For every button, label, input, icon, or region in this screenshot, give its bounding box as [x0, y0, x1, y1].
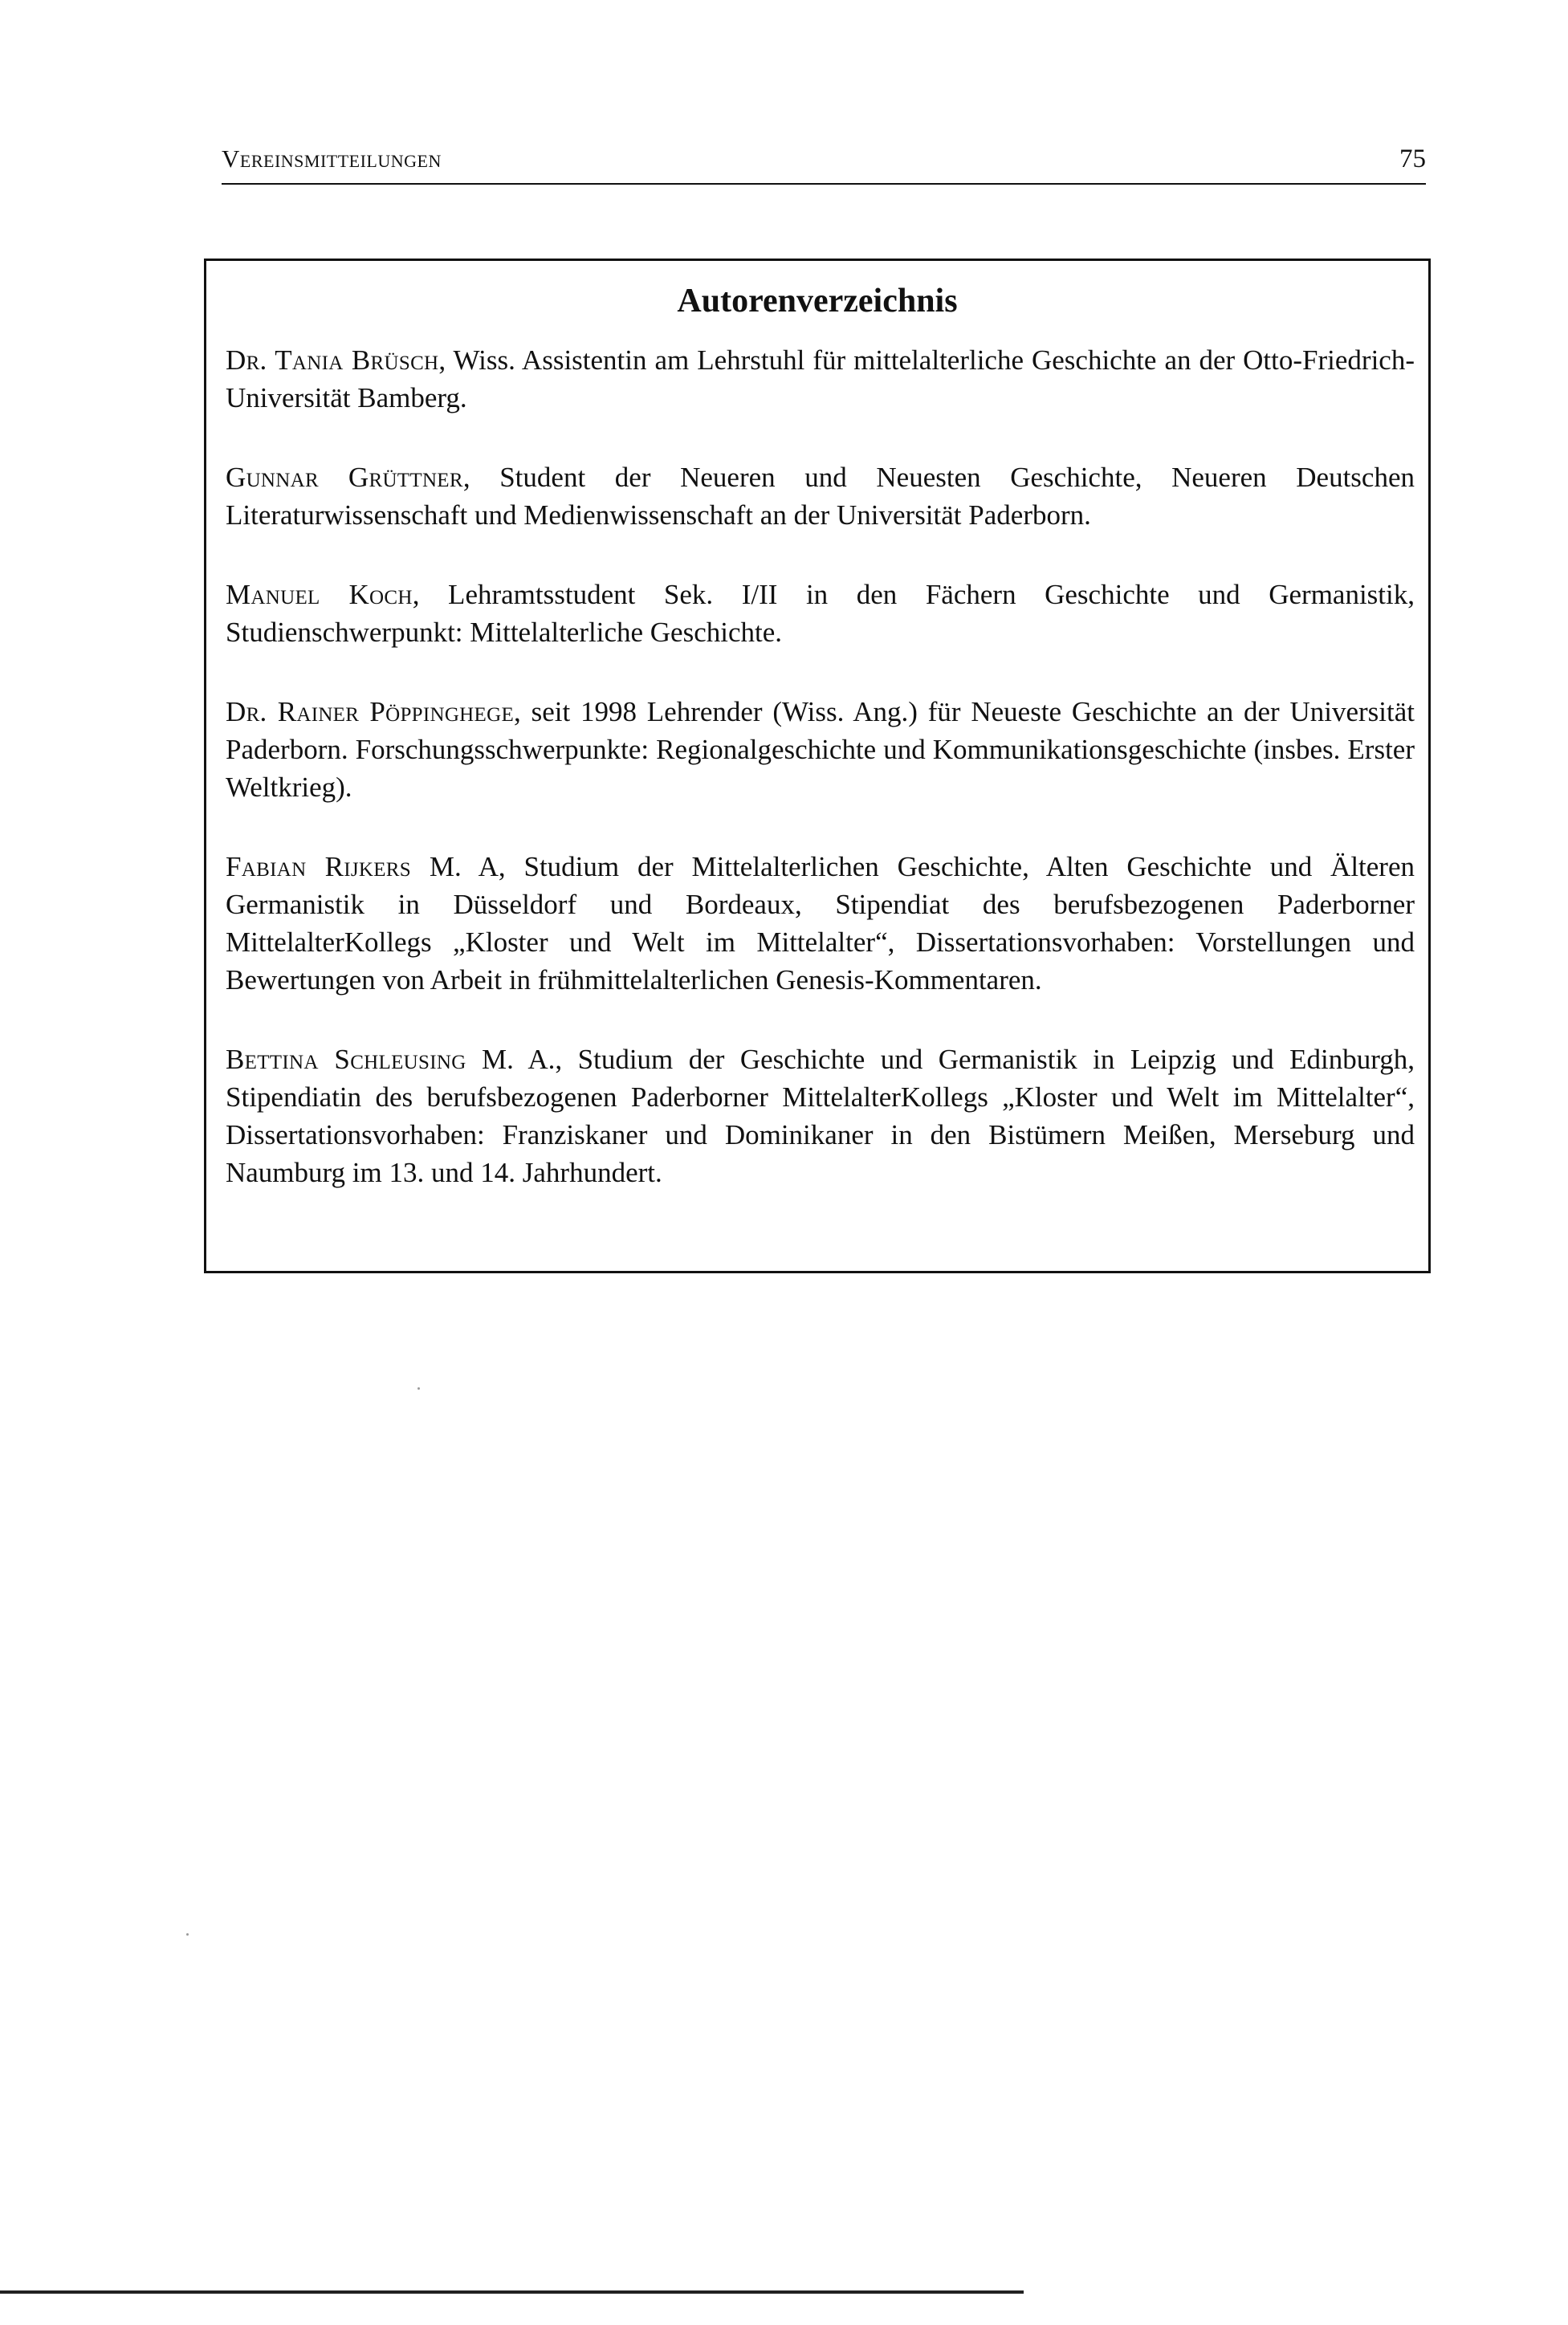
author-name: Gunnar Grüttner	[226, 462, 463, 493]
author-description: M. A, Studium der Mittelalterlichen Geschichte, Alten Geschichte und Älteren Germanistik in Düsseldorf und Bordeaux, Stipendiat des berufsbezogenen Paderborner MittelalterKollegs „Kloster und Welt im Mittelalter“, Dissertationsvorhaben: Vorstellungen und Bewertungen von Arbeit in frühmittelalterlichen Genesis-Kommentaren.	[226, 851, 1415, 996]
author-entry	[226, 341, 1415, 417]
author-name: Dr. Rainer Pöppinghege	[226, 696, 515, 727]
author-entry	[226, 693, 1415, 806]
author-entry	[226, 576, 1415, 651]
scan-speck	[186, 1933, 189, 1936]
author-entry	[226, 1040, 1415, 1191]
scan-edge-line	[0, 2290, 1024, 2294]
author-description: M. A., Studium der Geschichte und Germanistik in Leipzig und Edinburgh, Stipendiatin des berufsbezogenen Paderborner MittelalterKollegs „Kloster und Welt im Mittelalter“, Dissertationsvorhaben: Franziskaner und Dominikaner in den Bistümern Meißen, Merseburg und Naumburg im 13. und 14. Jahrhundert.	[226, 1044, 1415, 1188]
author-name: Fabian Rijkers	[226, 851, 411, 882]
page-number: 75	[1399, 145, 1426, 173]
author-entry	[226, 458, 1415, 534]
author-name: Bettina Schleusing	[226, 1044, 466, 1075]
author-entries	[226, 341, 1415, 1233]
author-description: , Student der Neueren und Neuesten Geschichte, Neueren Deutschen Literaturwissenschaft und Medienwissenschaft an der Universität Paderborn.	[226, 462, 1415, 531]
author-description: , seit 1998 Lehrender (Wiss. Ang.) für Neueste Geschichte an der Universität Paderborn. Forschungsschwerpunkte: Regionalgeschichte und Kommunikationsgeschichte (insbes. Erster Weltkrieg).	[226, 696, 1415, 803]
author-description: , Lehramtsstudent Sek. I/II in den Fächern Geschichte und Germanistik, Studienschwerpunkt: Mittelalterliche Geschichte.	[226, 579, 1415, 648]
running-header	[222, 141, 1426, 185]
author-name: Manuel Koch	[226, 579, 413, 610]
box-title: Autorenverzeichnis	[677, 283, 958, 320]
author-name: Dr. Tania Brüsch	[226, 344, 439, 376]
author-description: , Wiss. Assistentin am Lehrstuhl für mittelalterliche Geschichte an der Otto-Friedrich-Universität Bamberg.	[226, 344, 1415, 413]
scan-speck	[417, 1387, 420, 1390]
author-entry	[226, 848, 1415, 999]
running-title: Vereinsmitteilungen	[222, 145, 442, 173]
author-directory-box	[204, 259, 1431, 1273]
